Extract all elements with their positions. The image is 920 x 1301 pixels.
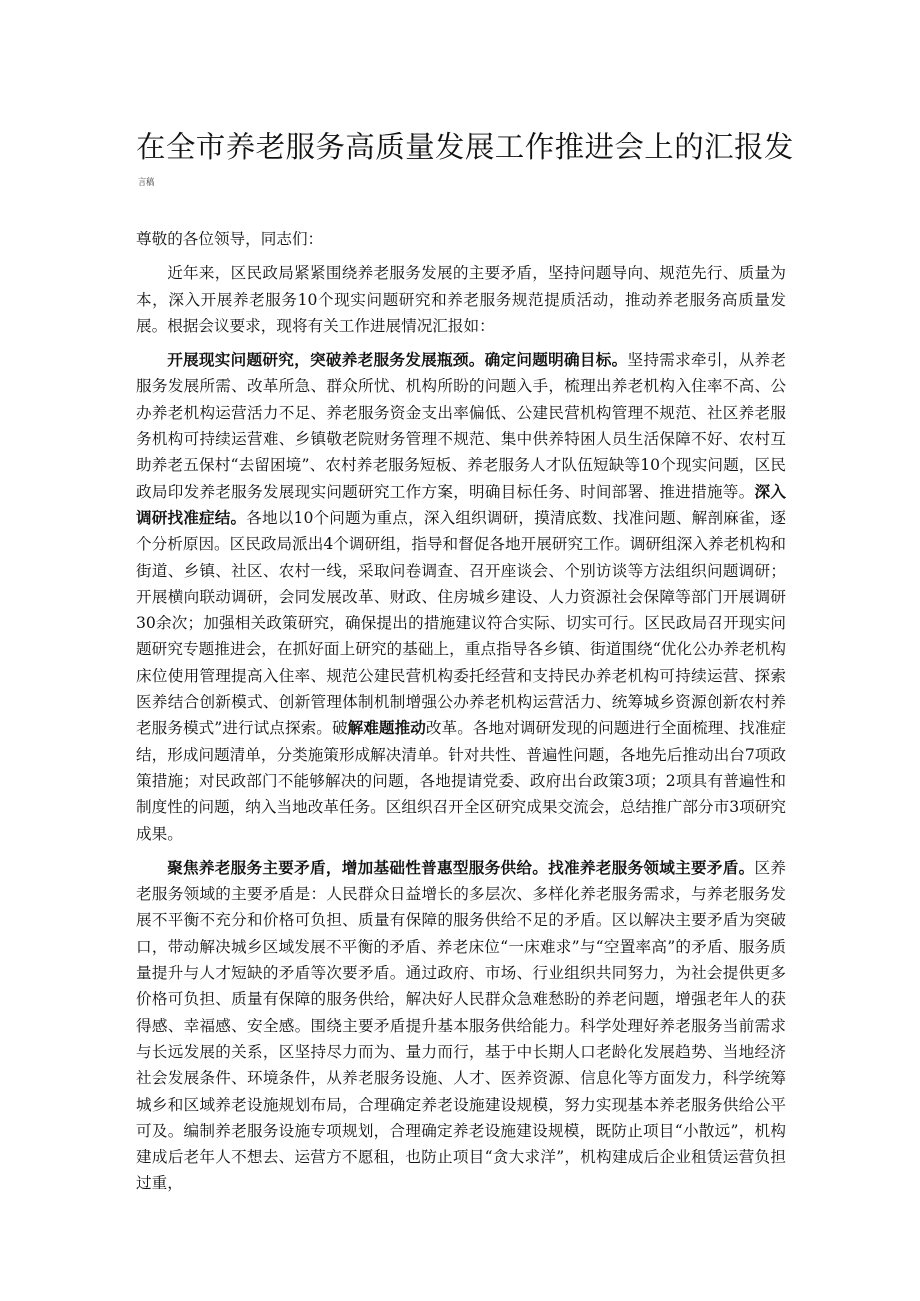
section1-sub2-heading: 深入调研找准症结。 [136, 481, 786, 527]
document-body [136, 226, 786, 1205]
section1-paragraph [136, 347, 786, 847]
section1-sub3-text: 改革。各地对调研发现的问题进行全面梳理、找准症结，形成问题清单，分类施策形成解决清单。针对共性、普遍性问题，各地先后推动出台7项政策措施；对民政部门不能够解决的问题，各地提请党委、政府出台政策3项；2项具有普遍性和制度性的问题，纳入当地改革任务。区组织召开全区研究成果交流会，总结推广部分市3项研究成果。 [136, 719, 786, 843]
section1-sub1-heading: 确定问题明确目标。 [484, 350, 628, 370]
section2-sub1-text: 区养老服务领域的主要矛盾是：人民群众日益增长的多层次、多样化养老服务需求，与养老服务发展不平衡不充分和价格可负担、质量有保障的服务供给不足的矛盾。区以解决主要矛盾为突破口，带动解决城乡区域发展不平衡的矛盾、养老床位“一床难求”与“空置率高”的矛盾、服务质量提升与人才短缺的矛盾等次要矛盾。通过政府、市场、行业组织共同努力，为社会提供更多价格可负担、质量有保障的服务供给，解决好人民群众急难愁盼的养老问题，增强老年人的获得感、幸福感、安全感。围绕主要矛盾提升基本服务供给能力。科学处理好养老服务当前需求与长远发展的关系，区坚持尽力而为、量力而行，基于中长期人口老龄化发展趋势、当地经济社会发展条件、环境条件，从养老服务设施、人才、医养资源、信息化等方面发力，科学统筹城乡和区域养老设施规划布局，合理确定养老设施建设规模，努力实现基本养老服务供给公平可及。编制养老服务设施专项规划，合理确定养老设施建设规模，既防止项目“小散远”，机构建成后老年人不想去、运营方不愿租，也防止项目“贪大求洋”，机构建成后企业租赁运营负担过重， [136, 858, 786, 1193]
section1-sub2-text: 各地以10个问题为重点，深入组织调研，摸清底数、找准问题、解剖麻雀，逐个分析原因。区民政局派出4个调研组，指导和督促各地开展研究工作。调研组深入养老机构和街道、乡镇、社区、农村一线，采取问卷调查、召开座谈会、个别访谈等方法组织问题调研；开展横向联动调研，会同发展改革、财政、住房城乡建设、人力资源社会保障等部门开展调研30余次；加强相关政策研究，确保提出的措施建议符合实际、切实可行。区民政局召开现实问题研究专题推进会，在抓好面上研究的基础上，重点指导各乡镇、街道围绕“优化公办养老机构床位使用管理提高入住率、规范公建民营机构委托经营和支持民办养老机构可持续运营、探索医养结合创新模式、创新管理体制机制增强公办养老机构运营活力、统筹城乡资源创新农村养老服务模式”进行试点探索。 [136, 508, 786, 738]
section2-paragraph [136, 855, 786, 1197]
section2-sub1-heading: 找准养老服务领域主要矛盾。 [548, 857, 755, 877]
intro-paragraph: 近年来，区民政局紧紧围绕养老服务发展的主要矛盾，坚持问题导向、规范先行、质量为本，深入开展养老服务10个现实问题研究和养老服务规范提质活动，推动养老服务高质量发展。根据会议要求，现将有关工作进展情况汇报如： [136, 264, 786, 335]
section1-heading: 开展现实问题研究，突破养老服务发展瓶颈。 [167, 350, 485, 370]
section1-sub1-text: 坚持需求牵引，从养老服务发展所需、改革所急、群众所忧、机构所盼的问题入手，梳理出养老机构入住率不高、公办养老机构运营活力不足、养老服务资金支出率偏低、公建民营机构管理不规范、社区养老服务机构可持续运营难、乡镇敬老院财务管理不规范、集中供养特困人员生活保障不好、农村互助养老五保村“去留困境”、农村养老服务短板、养老服务人才队伍短缺等10个现实问题，区民政局印发养老服务发展现实问题研究工作方案，明确目标任务、时间部署、推进措施等。 [136, 351, 786, 501]
greeting: 尊敬的各位领导，同志们： [136, 230, 324, 248]
document-title: 在全市养老服务高质量发展工作推进会上的汇报发 [136, 130, 794, 164]
section2-heading: 聚焦养老服务主要矛盾，增加基础性普惠型服务供给。 [167, 857, 549, 877]
section1-sub3-prefix: 破 [331, 719, 348, 738]
section1-sub3-heading: 解难题推动 [347, 718, 426, 738]
document-subtitle: 言稿 [138, 178, 155, 188]
